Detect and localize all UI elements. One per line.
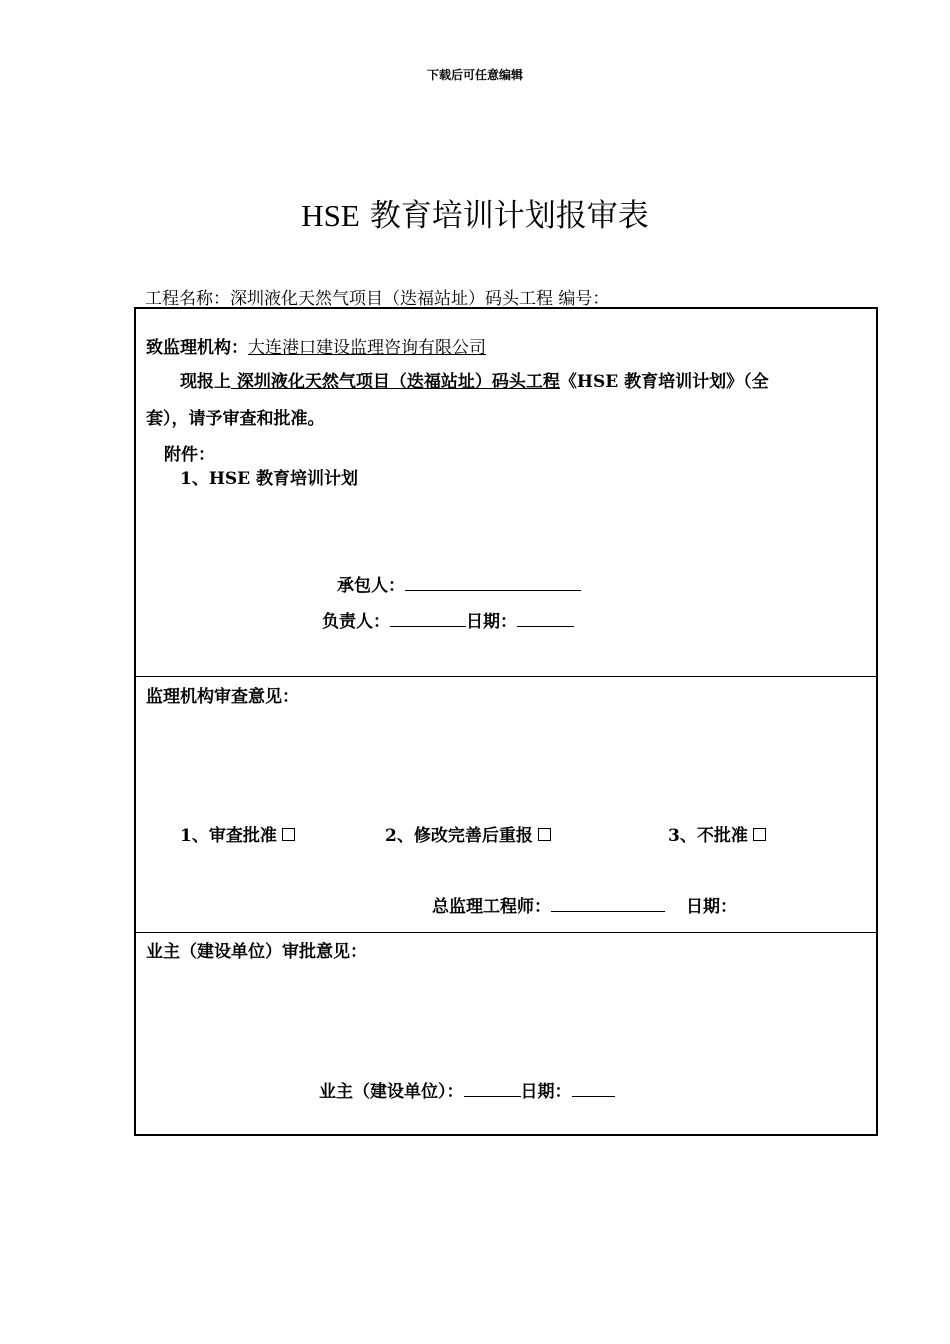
owner-label: 业主（建设单位）： (319, 1082, 464, 1102)
owner-date-blank[interactable] (572, 1082, 615, 1097)
supervisor-value: 大连港口建设监理咨询有限公司 (248, 338, 486, 358)
approve-checkbox[interactable] (282, 828, 295, 841)
revise-checkbox[interactable] (538, 828, 551, 841)
option-approve (180, 821, 295, 846)
option-revise (385, 821, 551, 846)
title-cjk: 教育培训计划报审表 (369, 198, 649, 234)
supervisor-line (146, 333, 486, 358)
responsible-label: 负责人： (322, 612, 390, 632)
contractor-signature-blank[interactable] (405, 576, 581, 591)
row-divider (136, 676, 876, 677)
attachment-label: 附件： (164, 445, 215, 465)
responsible-line (322, 607, 574, 632)
owner-approval-heading: 业主（建设单位）审批意见： (146, 942, 367, 962)
responsible-date-label: 日期： (466, 612, 517, 632)
chief-engineer-label: 总监理工程师： (432, 897, 551, 917)
option-reject (668, 821, 766, 846)
reject-checkbox[interactable] (753, 828, 766, 841)
responsible-date-blank[interactable] (517, 612, 574, 627)
attachment-item: 1、HSE 教育培训计划 (180, 469, 359, 489)
report-line (180, 367, 769, 392)
owner-signature-blank[interactable] (464, 1082, 521, 1097)
option-revise-label: 2、修改完善后重报 (385, 826, 533, 846)
page-title (0, 190, 950, 235)
supervisor-review-heading: 监理机构审查意见： (146, 687, 299, 707)
title-latin: HSE (301, 198, 360, 233)
report-document: 《HSE 教育培训计划》（全 (559, 372, 769, 392)
chief-engineer-signature-blank[interactable] (551, 897, 665, 912)
supervisor-label: 致监理机构： (146, 338, 248, 358)
report-suffix: 套），请予审查和批准。 (146, 409, 325, 429)
header-note: 下载后可任意编辑 (426, 68, 523, 82)
row-divider (136, 932, 876, 933)
contractor-line (337, 571, 581, 596)
chief-engineer-line (432, 892, 737, 917)
chief-engineer-date-label: 日期： (686, 897, 737, 917)
responsible-signature-blank[interactable] (390, 612, 466, 627)
project-name-line: 工程名称：深圳液化天然气项目（迭福站址）码头工程 编号： (145, 289, 610, 309)
contractor-label: 承包人： (337, 576, 405, 596)
report-project: 深圳液化天然气项目（迭福站址）码头工程 (231, 372, 560, 392)
owner-date-label: 日期： (520, 1082, 572, 1102)
option-reject-label: 3、不批准 (668, 826, 748, 846)
report-prefix: 现报上 (180, 372, 231, 392)
approval-form-table (134, 307, 878, 1136)
option-approve-label: 1、审查批准 (180, 826, 277, 846)
owner-line (319, 1077, 615, 1102)
